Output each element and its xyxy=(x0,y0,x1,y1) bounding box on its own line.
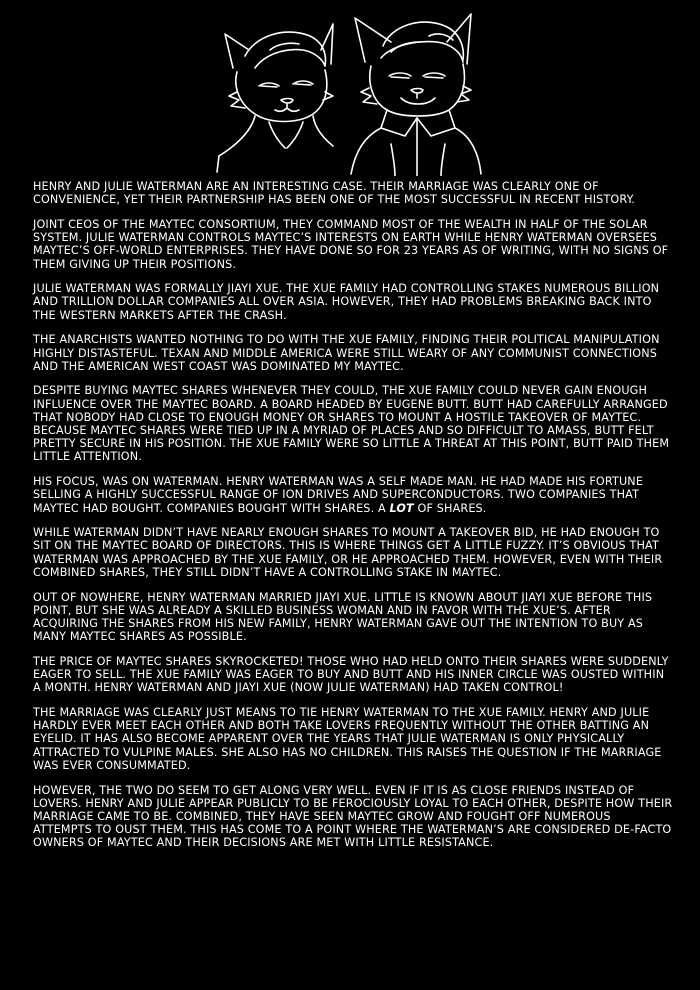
left-ear xyxy=(225,34,249,68)
paragraph-6 xyxy=(33,475,673,515)
paragraph-4: THE ANARCHISTS WANTED NOTHING TO DO WITH THE XUE FAMILY, FINDING THEIR POLITICAL MANIPULATION HIGHLY DISTASTEFUL. TEXAN AND MIDDLE AMERICA WERE STILL WEARY OF ANY COMMUNIST CONNECTIONS AND THE AMERICAN WEST COAST WAS DOMINATED MY MAYTEC. xyxy=(33,333,660,373)
waterman-portrait-illustration xyxy=(215,6,485,176)
hair-outline xyxy=(245,32,325,66)
paragraph-10: THE MARRIAGE WAS CLEARLY JUST MEANS TO TIE HENRY WATERMAN TO THE XUE FAMILY. HENRY AND JULIE HARDLY EVER MEET EACH OTHER AND BOTH TAKE LOVERS FREQUENTLY WITHOUT THE OTHER BATTING AN EYELID. IT HAS ALSO BECOME APPARENT OVER THE YEARS THAT JULIE WATERMAN IS ONLY PHYSICALLY ATTRACTED TO VULPINE MALES. SHE ALSO HAS NO CHILDREN. THIS RAISES THE QUESTION IF THE MARRIAGE WAS EVER CONSUMMATED. xyxy=(33,706,662,772)
paragraph-5: DESPITE BUYING MAYTEC SHARES WHENEVER THEY COULD, THE XUE FAMILY COULD NEVER GAIN ENOUGH INFLUENCE OVER THE MAYTEC BOARD. A BOARD HEADED BY EUGENE BUTT. BUTT HAD CAREFULLY ARRANGED THAT NOBODY HAD CLOSE TO ENOUGH MONEY OR SHARES TO MOUNT A HOSTILE TAKEOVER OF MAYTEC. BECAUSE MAYTEC SHARES WERE TIED UP IN A MYRIAD OF PLACES AND SO DIFFICULT TO AMASS, BUTT FELT PRETTY SECURE IN HIS POSITION. THE XUE FAMILY WERE SO LITTLE A THREAT AT THIS POINT, BUTT PAID THEM LITTLE ATTENTION. xyxy=(33,384,670,464)
paragraph-6-after: OF SHARES. xyxy=(413,501,487,515)
paragraph-3: JULIE WATERMAN WAS FORMALLY JIAYI XUE. THE XUE FAMILY HAD CONTROLLING STAKES NUMEROUS BILLION AND TRILLION DOLLAR COMPANIES ALL OVER ASIA. HOWEVER, THEY HAD PROBLEMS BREAKING BACK INTO THE WESTERN MARKETS AFTER THE CRASH. xyxy=(33,282,660,322)
emphasis-lot: LOT xyxy=(389,501,414,515)
paragraph-9: THE PRICE OF MAYTEC SHARES SKYROCKETED! THOSE WHO HAD HELD ONTO THEIR SHARES WERE SUDDENLY EAGER TO SELL. THE XUE FAMILY WAS EAGER TO BUY AND BUTT AND HIS INNER CIRCLE WAS OUSTED WITHIN A MONTH. HENRY WATERMAN AND JIAYI XUE (NOW JULIE WATERMAN) HAD TAKEN CONTROL! xyxy=(33,654,669,695)
paragraph-6-before: HIS FOCUS, WAS ON WATERMAN. HENRY WATERMAN WAS A SELF MADE MAN. HE HAD MADE HIS FORTUNE SELLING A HIGHLY SUCCESSFUL RANGE OF ION DRIVES AND SUPERCONDUCTORS. TWO COMPANIES THAT MAYTEC HAD BOUGHT. COMPANIES BOUGHT WITH SHARES. A xyxy=(33,475,644,515)
character-lineart xyxy=(215,6,485,176)
paragraph-2: JOINT CEOS OF THE MAYTEC CONSORTIUM, THEY COMMAND MOST OF THE WEALTH IN HALF OF THE SOLAR SYSTEM. JULIE WATERMAN CONTROLS MAYTEC’S INTERESTS ON EARTH WHILE HENRY WATERMAN OVERSEES MAYTEC’S OFF-WORLD ENTERPRISES. THEY HAVE DONE SO FOR 23 YEARS AS OF WRITING, WITH NO SIGNS OF THEM GIVING UP THEIR POSITIONS. xyxy=(33,217,669,271)
right-ear xyxy=(321,24,333,64)
paragraph-7: WHILE WATERMAN DIDN’T HAVE NEARLY ENOUGH SHARES TO MOUNT A TAKEOVER BID, HE HAD ENOUGH TO SIT ON THE MAYTEC BOARD OF DIRECTORS. THIS IS WHERE THINGS GET A LITTLE FUZZY. IT’S OBVIOUS THAT WATERMAN WAS APPROACHED BY THE XUE FAMILY, OR HE APPROACHED THEM. HOWEVER, EVEN WITH THEIR COMBINED SHARES, THEY STILL DIDN’T HAVE A CONTROLLING STAKE IN MAYTEC. xyxy=(33,526,663,579)
paragraph-8: OUT OF NOWHERE, HENRY WATERMAN MARRIED JIAYI XUE. LITTLE IS KNOWN ABOUT JIAYI XUE BEFORE THIS POINT, BUT SHE WAS ALREADY A SKILLED BUSINESS WOMAN AND IN FAVOR WITH THE XUE’S. AFTER ACQUIRING THE SHARES FROM HIS NEW FAMILY, HENRY WATERMAN GAVE OUT THE INTENTION TO BUY AS MANY MAYTEC SHARES AS POSSIBLE. xyxy=(33,590,653,644)
paragraph-11: HOWEVER, THE TWO DO SEEM TO GET ALONG VERY WELL. EVEN IF IT IS AS CLOSE FRIENDS INSTEAD OF LOVERS. HENRY AND JULIE APPEAR PUBLICLY TO BE FEROCIOUSLY LOYAL TO EACH OTHER, DESPITE HOW THEIR MARRIAGE CAME TO BE. COMBINED, THEY HAVE SEEN MAYTEC GROW AND FOUGHT OFF NUMEROUS ATTEMPTS TO OUST THEM. THIS HAS COME TO A POINT WHERE THE WATERMAN’S ARE CONSIDERED DE-FACTO OWNERS OF MAYTEC AND THEIR DECISIONS ARE MET WITH LITTLE RESISTANCE. xyxy=(33,783,673,850)
article-body xyxy=(33,180,673,861)
paragraph-1: HENRY AND JULIE WATERMAN ARE AN INTERESTING CASE. THEIR MARRIAGE WAS CLEARLY ONE OF CONVENIENCE, YET THEIR PARTNERSHIP HAS BEEN ONE OF THE MOST SUCCESSFUL IN RECENT HISTORY. xyxy=(33,180,636,207)
head-outline xyxy=(236,70,327,122)
